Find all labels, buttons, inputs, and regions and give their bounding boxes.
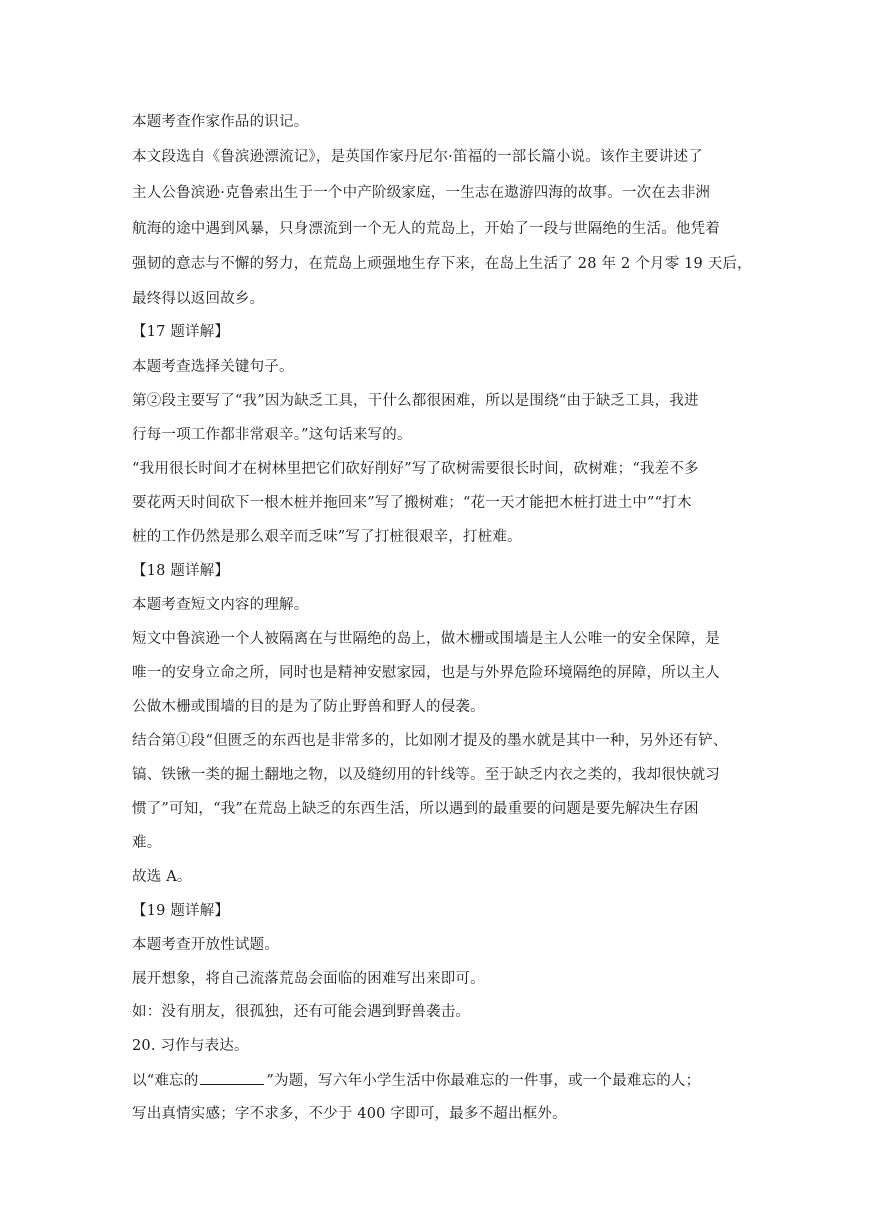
essay-prompt-after-blank: ”为题，写六年小学生活中你最难忘的一件事，或一个最难忘的人； [266, 1073, 701, 1089]
title-blank [200, 1070, 264, 1085]
text-line: 桩的工作仍然是那么艰辛而乏味”写了打桩很艰辛，打桩难。 [132, 529, 522, 545]
text-line: 唯一的安身立命之所，同时也是精神安慰家园，也是与外界危险环境隔绝的屏障，所以主人 [132, 665, 720, 681]
text-line: 惯了”可知，“我”在荒岛上缺乏的东西生活，所以遇到的最重要的问题是要先解决生存困 [132, 801, 699, 817]
essay-prompt-before-blank: 以“难忘的 [132, 1073, 199, 1089]
question-heading-20: 20. 习作与表达。 [132, 1038, 249, 1054]
text-line: 最终得以返回故乡。 [132, 291, 265, 307]
essay-prompt-line-2: 写出真情实感；字不求多，不少于 400 字即可，最多不超出框外。 [132, 1106, 567, 1122]
text-line: 展开想象，将自己流落荒岛会面临的困难写出来即可。 [132, 971, 485, 987]
text-line: 本题考查作家作品的识记。 [132, 114, 309, 130]
text-line: 公做木栅或围墙的目的是为了防止野兽和野人的侵袭。 [132, 699, 485, 715]
text-line: 本文段选自《鲁滨逊漂流记》，是英国作家丹尼尔·笛福的一部长篇小说。该作主要讲述了 [132, 149, 703, 165]
text-line: 主人公鲁滨逊·克鲁索出生于一个中产阶级家庭，一生志在遨游四海的故事。一次在去非洲 [132, 185, 711, 201]
essay-prompt-line [132, 1070, 700, 1091]
section-heading-17: 【17 题详解】 [132, 324, 230, 340]
text-line: 镐、铁锹一类的掘土翻地之物，以及缝纫用的针线等。至于缺乏内衣之类的，我却很快就习 [132, 767, 720, 783]
text-line: 第②段主要写了“我”因为缺乏工具，干什么都很困难，所以是围绕“由于缺乏工具，我进 [132, 393, 699, 409]
section-heading-19: 【19 题详解】 [132, 903, 230, 919]
text-line: 难。 [132, 835, 162, 851]
text-line: 本题考查开放性试题。 [132, 937, 279, 953]
answer-line: 故选 A。 [132, 869, 192, 885]
text-line: 如：没有朋友，很孤独，还有可能会遇到野兽袭击。 [132, 1004, 471, 1020]
text-line: 行每一项工作都非常艰辛。”这句话来写的。 [132, 427, 412, 443]
text-line: 要花两天时间砍下一根木桩并拖回来”写了搬树难；“花一天才能把木桩打进土中”“打木 [132, 495, 692, 511]
text-line: 短文中鲁滨逊一个人被隔离在与世隔绝的岛上，做木栅或围墙是主人公唯一的安全保障，是 [132, 631, 720, 647]
text-line: 强韧的意志与不懈的努力，在荒岛上顽强地生存下来，在岛上生活了 28 年 2 个月零 19 天后， [132, 256, 752, 272]
text-line: 航海的途中遇到风暴，只身漂流到一个无人的荒岛上，开始了一段与世隔绝的生活。他凭着 [132, 221, 720, 237]
text-line: 结合第①段“但匮乏的东西也是非常多的，比如刚才提及的墨水就是其中一种，另外还有铲、 [132, 733, 728, 749]
text-line: 本题考查短文内容的理解。 [132, 597, 309, 613]
section-heading-18: 【18 题详解】 [132, 563, 230, 579]
text-line: “我用很长时间才在树林里把它们砍好削好”写了砍树需要很长时间，砍树难；“我差不多 [132, 461, 699, 477]
text-line: 本题考查选择关键句子。 [132, 359, 294, 375]
